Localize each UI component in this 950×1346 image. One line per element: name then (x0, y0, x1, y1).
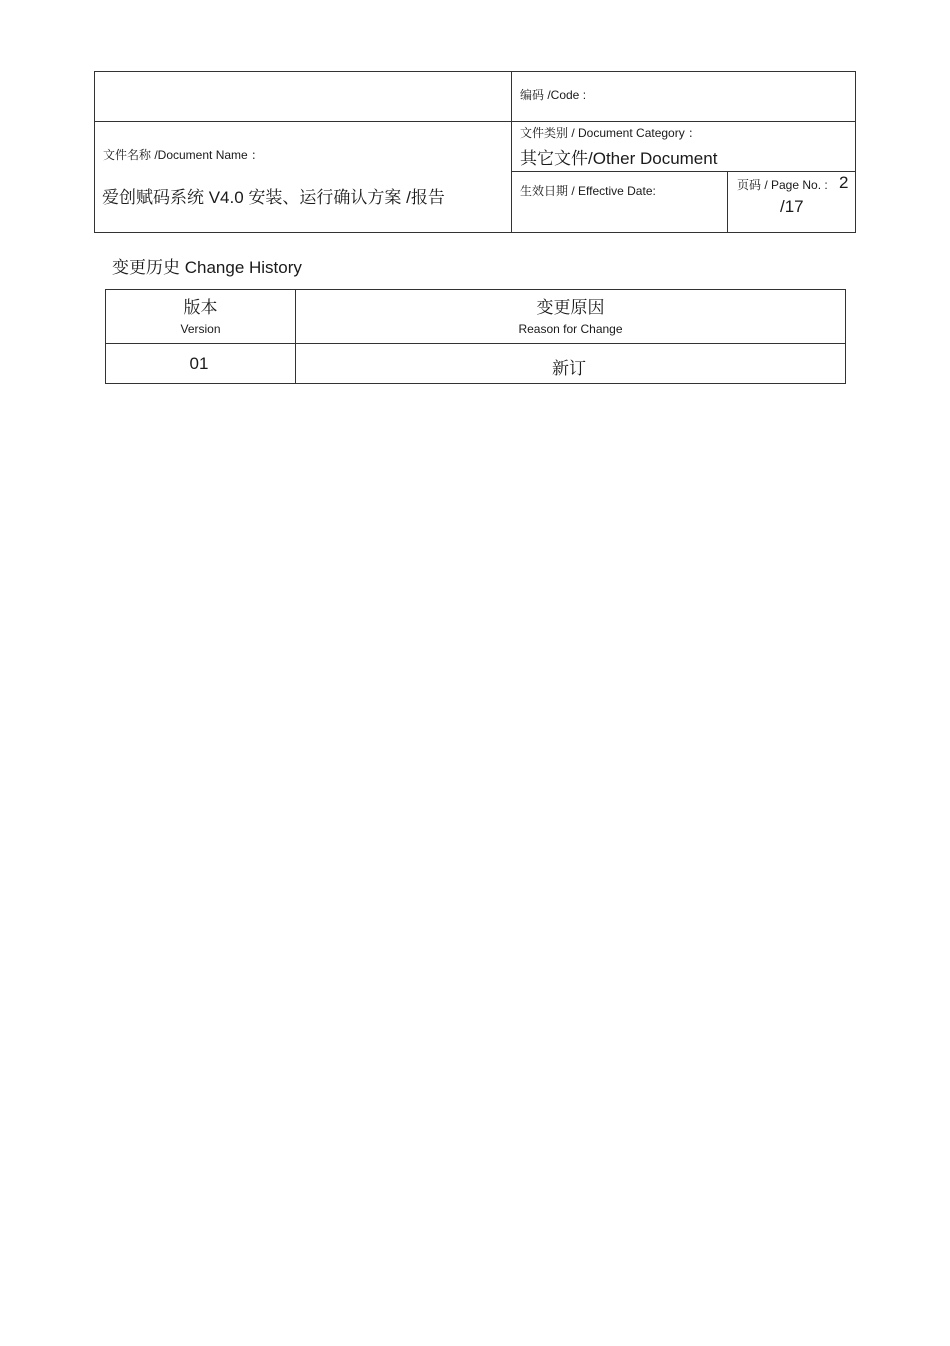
table-row (295, 343, 846, 384)
document-header-table (94, 71, 856, 233)
change-history-table (105, 289, 846, 384)
document-category-value: 其它文件/Other Document (520, 149, 718, 168)
code-label: 编码 /Code : (520, 88, 587, 102)
header-cell-effective-date (511, 171, 728, 233)
column-header-reason (295, 289, 846, 344)
header-cell-document-name (94, 121, 512, 233)
document-name-value: 爱创赋码系统 V4.0 安装、运行确认方案 /报告 (102, 188, 445, 207)
page-number-value: 2 (839, 173, 849, 192)
header-cell-category (511, 121, 856, 172)
row-reason: 新订 (552, 359, 586, 378)
table-row (105, 343, 296, 384)
document-name-label: 文件名称 /Document Name ： (103, 148, 264, 162)
column-header-reason-cn: 变更原因 (536, 298, 605, 317)
document-category-label: 文件类别 / Document Category ： (520, 126, 701, 140)
page-number-label: 页码 / Page No. : (737, 178, 828, 192)
column-header-reason-en: Reason for Change (518, 322, 623, 336)
effective-date-label: 生效日期 / Effective Date: (520, 184, 656, 198)
column-header-version-en: Version (180, 322, 221, 336)
page-total-value: /17 (780, 197, 804, 216)
header-cell-page-number (727, 171, 856, 233)
header-cell-code (511, 71, 856, 122)
change-history-title: 变更历史 Change History (112, 258, 302, 277)
header-cell-blank (94, 71, 512, 122)
column-header-version-cn: 版本 (183, 298, 218, 317)
column-header-version (105, 289, 296, 344)
row-version: 01 (189, 354, 209, 373)
